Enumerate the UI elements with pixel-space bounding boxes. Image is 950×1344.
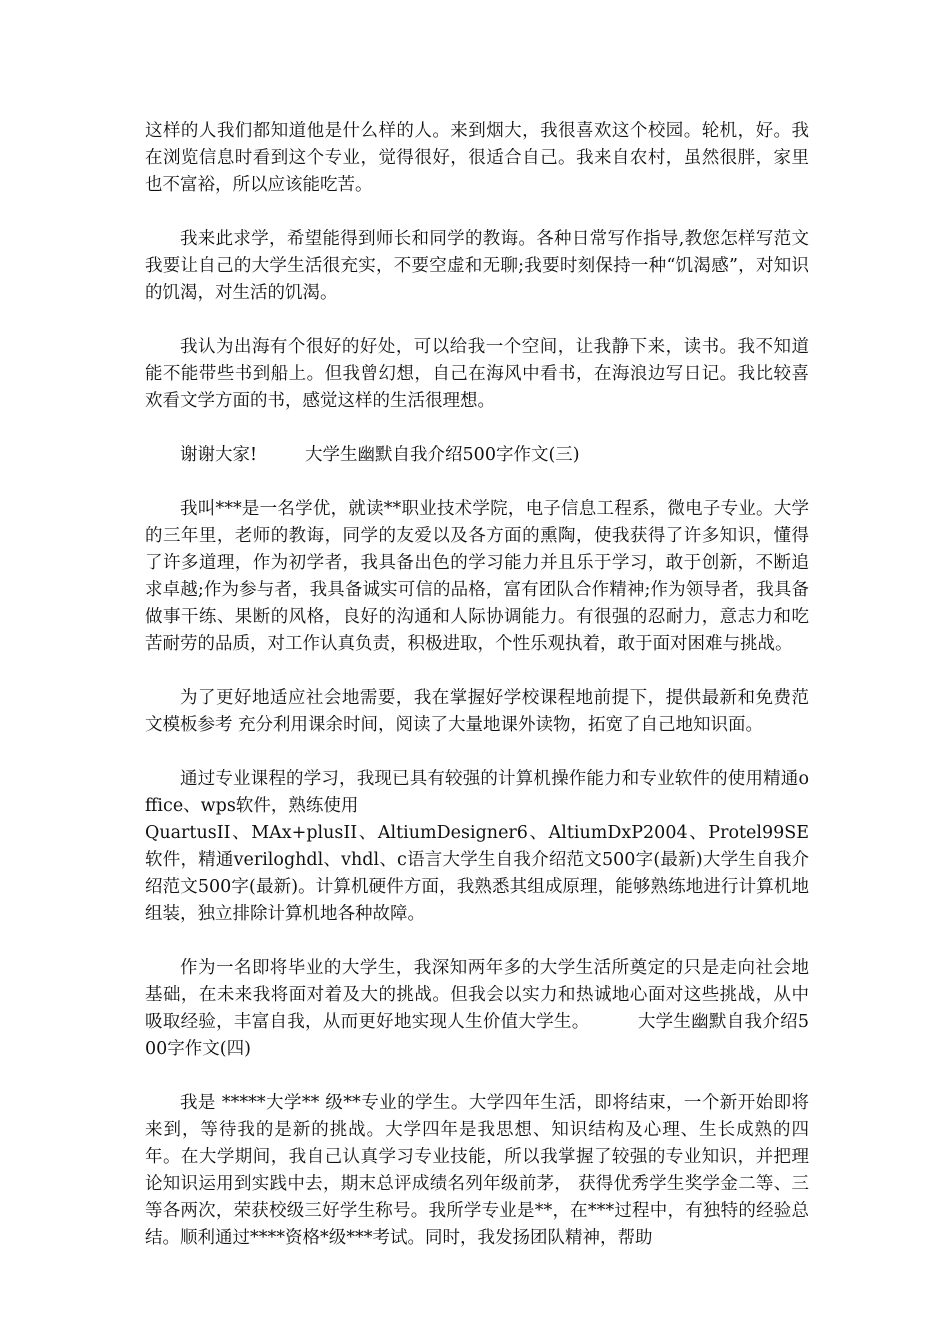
thanks-text: 谢谢大家! — [180, 445, 258, 465]
section-heading-3: 大学生幽默自我介绍500字作文(三) — [305, 445, 580, 465]
paragraph-software — [145, 766, 809, 928]
section-heading-4: 大学生幽默自我介绍500字作文(四) — [145, 1012, 809, 1059]
software-line-1: 通过专业课程的学习，我现已具有较强的计算机操作能力和专业软件的使用精通office、wps软件，熟练使用 — [145, 769, 809, 816]
document-body — [145, 118, 809, 1252]
paragraph-closing — [145, 955, 809, 1063]
paragraph-last: 我是 *****大学** 级**专业的学生。大学四年生活，即将结束，一个新开始即将来到，等待我的是新的挑战。大学四年是我思想、知识结构及心理、生长成熟的四年。在大学期间，我自己认真学习专业技能，所以我掌握了较强的专业知识，并把理论知识运用到实践中去，期末总评成绩名列年级前茅， 获得优秀学生奖学金二等、三等各两次，荣获校级三好学生称号。我所学专业是**，在***过程中，有独特的经验总结。顺利通过****资格*级***考试。同时，我发扬团队精神，帮助 — [145, 1093, 809, 1248]
paragraph-2: 我来此求学，希望能得到师长和同学的教诲。各种日常写作指导,教您怎样写范文 我要让自己的大学生活很充实，不要空虚和无聊;我要时刻保持一种“饥渴感”，对知识的饥渴，对生活的饥渴。 — [145, 229, 809, 303]
closing-text: 作为一名即将毕业的大学生，我深知两年多的大学生活所奠定的只是走向社会地基础，在未来我将面对着及大的挑战。但我会以实力和热诚地心面对这些挑战，从中吸取经验，丰富自我，从而更好地实现人生价值大学生。 — [145, 958, 809, 1032]
paragraph-intro-3: 我叫***是一名学优，就读**职业技术学院，电子信息工程系，微电子专业。大学的三年里，老师的教诲，同学的友爱以及各方面的熏陶，使我获得了许多知识，懂得了许多道理，作为初学者，我具备出色的学习能力并且乐于学习，敢于创新，不断追求卓越;作为参与者，我具备诚实可信的品格，富有团队合作精神;作为领导者，我具备做事干练、果断的风格，良好的沟通和人际协调能力。有很强的忍耐力，意志力和吃苦耐劳的品质，对工作认真负责，积极进取，个性乐观执着，敢于面对困难与挑战。 — [145, 499, 809, 654]
paragraph-3: 我认为出海有个很好的好处，可以给我一个空间，让我静下来，读书。我不知道能不能带些书到船上。但我曾幻想，自己在海风中看书，在海浪边写日记。我比较喜欢看文学方面的书，感觉这样的生活很理想。 — [145, 337, 809, 411]
software-line-2: QuartusII、MAx+plusII、AltiumDesigner6、AltiumDxP2004、Protel99SE软件，精通veriloghdl、vhdl、c语言大学生自我介绍范文500字(最新)大学生自我介绍范文500字(最新)。计算机硬件方面，我熟悉其组成原理，能够熟练地进行计算机地组装，独立排除计算机地各种故障。 — [145, 823, 809, 924]
paragraph-study: 为了更好地适应社会地需要，我在掌握好学校课程地前提下，提供最新和免费范文模板参考 充分利用课余时间，阅读了大量地课外读物，拓宽了自己地知识面。 — [145, 688, 809, 735]
thanks-heading-line — [145, 442, 809, 469]
paragraph-1: 这样的人我们都知道他是什么样的人。来到烟大，我很喜欢这个校园。轮机，好。我在浏览信息时看到这个专业，觉得很好，很适合自己。我来自农村，虽然很胖，家里也不富裕，所以应该能吃苦。 — [145, 121, 809, 195]
